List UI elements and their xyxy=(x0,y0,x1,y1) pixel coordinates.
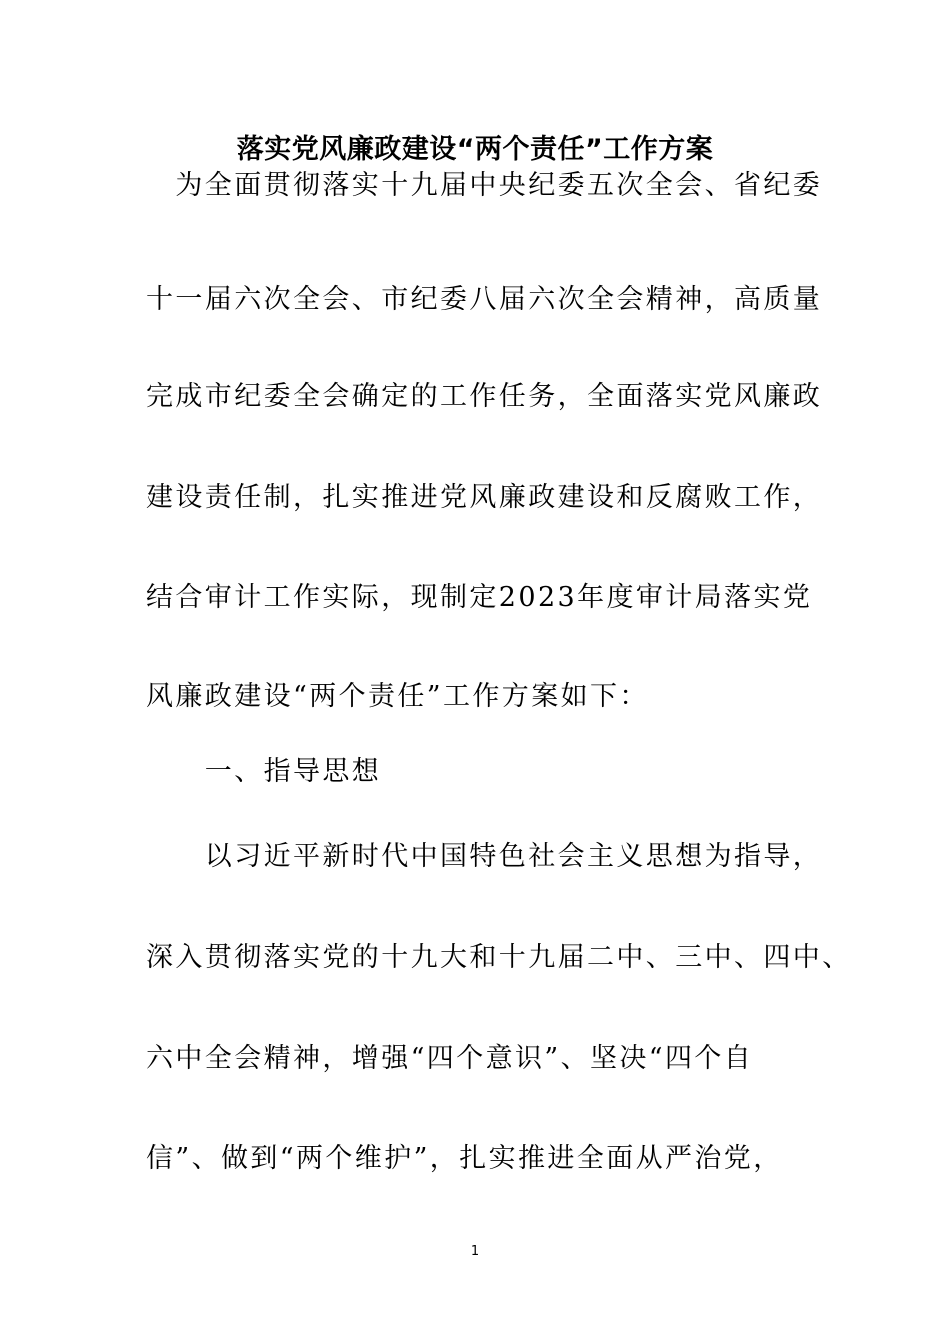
body-line-9: 六中全会精神，增强“四个意识”、坚决“四个自 xyxy=(146,1043,754,1074)
body-line-3: 完成市纪委全会确定的工作任务，全面落实党风廉政 xyxy=(146,381,823,412)
body-line-8: 深入贯彻落实党的十九大和十九届二中、三中、四中、 xyxy=(146,942,852,973)
document-title: 落实党风廉政建设“两个责任”工作方案 xyxy=(236,134,714,165)
body-line-4: 建设责任制，扎实推进党风廉政建设和反腐败工作， xyxy=(146,482,823,513)
body-line-10: 信”、做到“两个维护”，扎实推进全面从严治党， xyxy=(146,1143,783,1174)
body-line-6: 风廉政建设“两个责任”工作方案如下： xyxy=(146,681,649,712)
page-number: 1 xyxy=(470,1244,480,1259)
body-line-1: 为全面贯彻落实十九届中央纪委五次全会、省纪委 xyxy=(146,170,823,201)
body-line-5: 结合审计工作实际，现制定2023年度审计局落实党 xyxy=(146,582,813,613)
section-heading: 一、指导思想 xyxy=(146,756,382,787)
body-line-7: 以习近平新时代中国特色社会主义思想为指导， xyxy=(146,841,823,872)
body-line-2: 十一届六次全会、市纪委八届六次全会精神，高质量 xyxy=(146,284,823,315)
